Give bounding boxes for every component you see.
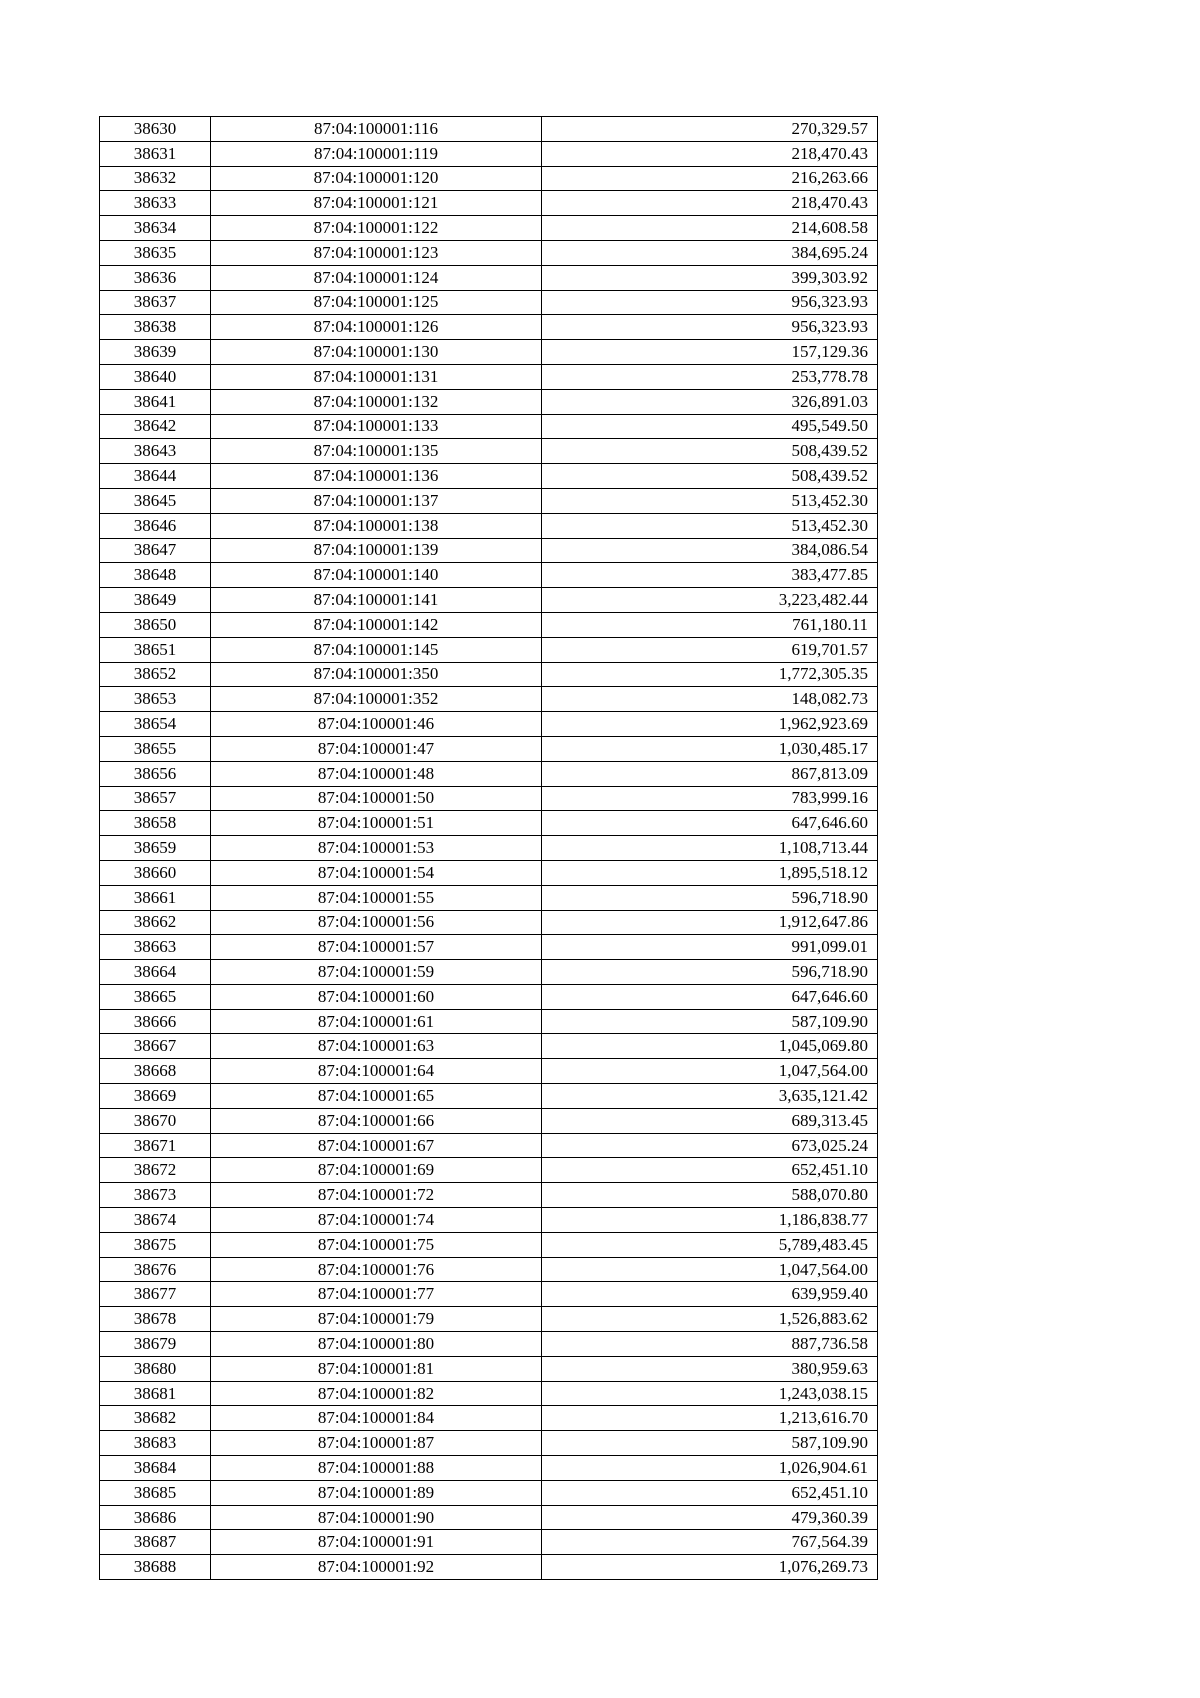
row-number-cell: 38658 [100, 811, 211, 836]
table-row [100, 1009, 878, 1034]
value-cell: 380,959.63 [542, 1356, 878, 1381]
cadastral-number-cell: 87:04:100001:80 [211, 1332, 542, 1357]
table-row [100, 464, 878, 489]
table-row [100, 960, 878, 985]
table-row [100, 513, 878, 538]
row-number-cell: 38657 [100, 786, 211, 811]
value-cell: 991,099.01 [542, 935, 878, 960]
cadastral-number-cell: 87:04:100001:88 [211, 1456, 542, 1481]
value-cell: 253,778.78 [542, 364, 878, 389]
value-cell: 384,086.54 [542, 538, 878, 563]
table-row [100, 1282, 878, 1307]
cadastral-number-cell: 87:04:100001:69 [211, 1158, 542, 1183]
row-number-cell: 38635 [100, 240, 211, 265]
table-row [100, 935, 878, 960]
row-number-cell: 38654 [100, 712, 211, 737]
cadastral-number-cell: 87:04:100001:352 [211, 687, 542, 712]
row-number-cell: 38686 [100, 1505, 211, 1530]
row-number-cell: 38665 [100, 984, 211, 1009]
value-cell: 1,026,904.61 [542, 1456, 878, 1481]
value-cell: 3,635,121.42 [542, 1084, 878, 1109]
value-cell: 1,962,923.69 [542, 712, 878, 737]
cadastral-number-cell: 87:04:100001:133 [211, 414, 542, 439]
cadastral-number-cell: 87:04:100001:67 [211, 1133, 542, 1158]
row-number-cell: 38684 [100, 1456, 211, 1481]
value-cell: 1,895,518.12 [542, 860, 878, 885]
value-cell: 384,695.24 [542, 240, 878, 265]
table-row [100, 836, 878, 861]
table-row [100, 1183, 878, 1208]
table-row [100, 1505, 878, 1530]
value-cell: 218,470.43 [542, 191, 878, 216]
table-row [100, 1059, 878, 1084]
value-cell: 588,070.80 [542, 1183, 878, 1208]
cadastral-number-cell: 87:04:100001:90 [211, 1505, 542, 1530]
row-number-cell: 38676 [100, 1257, 211, 1282]
cadastral-number-cell: 87:04:100001:141 [211, 588, 542, 613]
table-row [100, 860, 878, 885]
row-number-cell: 38666 [100, 1009, 211, 1034]
cadastral-number-cell: 87:04:100001:57 [211, 935, 542, 960]
row-number-cell: 38669 [100, 1084, 211, 1109]
table-row [100, 216, 878, 241]
cadastral-number-cell: 87:04:100001:139 [211, 538, 542, 563]
row-number-cell: 38663 [100, 935, 211, 960]
value-cell: 1,047,564.00 [542, 1257, 878, 1282]
row-number-cell: 38655 [100, 736, 211, 761]
value-cell: 596,718.90 [542, 960, 878, 985]
value-cell: 783,999.16 [542, 786, 878, 811]
value-cell: 508,439.52 [542, 439, 878, 464]
table-row [100, 563, 878, 588]
table-row [100, 1530, 878, 1555]
cadastral-number-cell: 87:04:100001:121 [211, 191, 542, 216]
cadastral-number-cell: 87:04:100001:89 [211, 1480, 542, 1505]
row-number-cell: 38636 [100, 265, 211, 290]
row-number-cell: 38671 [100, 1133, 211, 1158]
cadastral-number-cell: 87:04:100001:116 [211, 117, 542, 142]
cadastral-number-cell: 87:04:100001:142 [211, 612, 542, 637]
row-number-cell: 38638 [100, 315, 211, 340]
table-row [100, 1480, 878, 1505]
row-number-cell: 38659 [100, 836, 211, 861]
row-number-cell: 38634 [100, 216, 211, 241]
table-row [100, 1084, 878, 1109]
cadastral-number-cell: 87:04:100001:81 [211, 1356, 542, 1381]
table-row [100, 290, 878, 315]
cadastral-number-cell: 87:04:100001:60 [211, 984, 542, 1009]
cadastral-number-cell: 87:04:100001:124 [211, 265, 542, 290]
row-number-cell: 38682 [100, 1406, 211, 1431]
row-number-cell: 38644 [100, 464, 211, 489]
value-cell: 218,470.43 [542, 141, 878, 166]
value-cell: 1,526,883.62 [542, 1307, 878, 1332]
row-number-cell: 38633 [100, 191, 211, 216]
value-cell: 3,223,482.44 [542, 588, 878, 613]
value-cell: 1,045,069.80 [542, 1034, 878, 1059]
cadastral-number-cell: 87:04:100001:48 [211, 761, 542, 786]
row-number-cell: 38649 [100, 588, 211, 613]
row-number-cell: 38630 [100, 117, 211, 142]
value-cell: 767,564.39 [542, 1530, 878, 1555]
value-cell: 647,646.60 [542, 811, 878, 836]
table-row [100, 588, 878, 613]
cadastral-number-cell: 87:04:100001:47 [211, 736, 542, 761]
table-row [100, 786, 878, 811]
value-cell: 1,030,485.17 [542, 736, 878, 761]
value-cell: 1,108,713.44 [542, 836, 878, 861]
value-cell: 867,813.09 [542, 761, 878, 786]
row-number-cell: 38672 [100, 1158, 211, 1183]
value-cell: 689,313.45 [542, 1108, 878, 1133]
table-row [100, 1133, 878, 1158]
row-number-cell: 38631 [100, 141, 211, 166]
table-row [100, 1406, 878, 1431]
table-row [100, 1232, 878, 1257]
cadastral-number-cell: 87:04:100001:131 [211, 364, 542, 389]
value-cell: 761,180.11 [542, 612, 878, 637]
cadastral-number-cell: 87:04:100001:55 [211, 885, 542, 910]
cadastral-number-cell: 87:04:100001:119 [211, 141, 542, 166]
value-cell: 587,109.90 [542, 1431, 878, 1456]
value-cell: 508,439.52 [542, 464, 878, 489]
data-table [99, 116, 878, 1580]
value-cell: 673,025.24 [542, 1133, 878, 1158]
row-number-cell: 38643 [100, 439, 211, 464]
cadastral-number-cell: 87:04:100001:350 [211, 662, 542, 687]
cadastral-number-cell: 87:04:100001:63 [211, 1034, 542, 1059]
value-cell: 1,243,038.15 [542, 1381, 878, 1406]
value-cell: 1,772,305.35 [542, 662, 878, 687]
row-number-cell: 38679 [100, 1332, 211, 1357]
cadastral-number-cell: 87:04:100001:72 [211, 1183, 542, 1208]
row-number-cell: 38685 [100, 1480, 211, 1505]
row-number-cell: 38677 [100, 1282, 211, 1307]
table-row [100, 389, 878, 414]
cadastral-number-cell: 87:04:100001:75 [211, 1232, 542, 1257]
value-cell: 1,912,647.86 [542, 910, 878, 935]
table-row [100, 364, 878, 389]
cadastral-number-cell: 87:04:100001:140 [211, 563, 542, 588]
row-number-cell: 38641 [100, 389, 211, 414]
table-row [100, 612, 878, 637]
value-cell: 956,323.93 [542, 290, 878, 315]
table-row [100, 662, 878, 687]
table-row [100, 1208, 878, 1233]
row-number-cell: 38680 [100, 1356, 211, 1381]
table-row [100, 811, 878, 836]
row-number-cell: 38670 [100, 1108, 211, 1133]
row-number-cell: 38661 [100, 885, 211, 910]
value-cell: 5,789,483.45 [542, 1232, 878, 1257]
table-row [100, 984, 878, 1009]
cadastral-number-cell: 87:04:100001:66 [211, 1108, 542, 1133]
value-cell: 587,109.90 [542, 1009, 878, 1034]
row-number-cell: 38673 [100, 1183, 211, 1208]
table-row [100, 1108, 878, 1133]
row-number-cell: 38667 [100, 1034, 211, 1059]
value-cell: 596,718.90 [542, 885, 878, 910]
value-cell: 214,608.58 [542, 216, 878, 241]
value-cell: 1,213,616.70 [542, 1406, 878, 1431]
table-row [100, 191, 878, 216]
value-cell: 383,477.85 [542, 563, 878, 588]
table-body [100, 117, 878, 1580]
table-row [100, 687, 878, 712]
cadastral-number-cell: 87:04:100001:76 [211, 1257, 542, 1282]
cadastral-number-cell: 87:04:100001:74 [211, 1208, 542, 1233]
cadastral-number-cell: 87:04:100001:79 [211, 1307, 542, 1332]
cadastral-number-cell: 87:04:100001:126 [211, 315, 542, 340]
row-number-cell: 38640 [100, 364, 211, 389]
table-row [100, 1356, 878, 1381]
value-cell: 513,452.30 [542, 513, 878, 538]
table-row [100, 488, 878, 513]
row-number-cell: 38650 [100, 612, 211, 637]
row-number-cell: 38660 [100, 860, 211, 885]
row-number-cell: 38651 [100, 637, 211, 662]
cadastral-number-cell: 87:04:100001:122 [211, 216, 542, 241]
row-number-cell: 38662 [100, 910, 211, 935]
table-row [100, 1158, 878, 1183]
table-row [100, 1307, 878, 1332]
cadastral-number-cell: 87:04:100001:136 [211, 464, 542, 489]
row-number-cell: 38678 [100, 1307, 211, 1332]
table-row [100, 439, 878, 464]
table-row [100, 736, 878, 761]
row-number-cell: 38681 [100, 1381, 211, 1406]
cadastral-number-cell: 87:04:100001:59 [211, 960, 542, 985]
cadastral-number-cell: 87:04:100001:65 [211, 1084, 542, 1109]
value-cell: 148,082.73 [542, 687, 878, 712]
table-row [100, 1381, 878, 1406]
table-row [100, 340, 878, 365]
table-row [100, 1332, 878, 1357]
value-cell: 647,646.60 [542, 984, 878, 1009]
table-row [100, 240, 878, 265]
value-cell: 513,452.30 [542, 488, 878, 513]
cadastral-number-cell: 87:04:100001:77 [211, 1282, 542, 1307]
row-number-cell: 38664 [100, 960, 211, 985]
table-row [100, 265, 878, 290]
value-cell: 270,329.57 [542, 117, 878, 142]
row-number-cell: 38647 [100, 538, 211, 563]
cadastral-number-cell: 87:04:100001:51 [211, 811, 542, 836]
cadastral-number-cell: 87:04:100001:125 [211, 290, 542, 315]
row-number-cell: 38688 [100, 1555, 211, 1580]
cadastral-number-cell: 87:04:100001:53 [211, 836, 542, 861]
value-cell: 652,451.10 [542, 1158, 878, 1183]
cadastral-number-cell: 87:04:100001:46 [211, 712, 542, 737]
cadastral-number-cell: 87:04:100001:138 [211, 513, 542, 538]
table-row [100, 910, 878, 935]
value-cell: 326,891.03 [542, 389, 878, 414]
cadastral-number-cell: 87:04:100001:145 [211, 637, 542, 662]
value-cell: 619,701.57 [542, 637, 878, 662]
row-number-cell: 38646 [100, 513, 211, 538]
value-cell: 479,360.39 [542, 1505, 878, 1530]
cadastral-number-cell: 87:04:100001:120 [211, 166, 542, 191]
cadastral-number-cell: 87:04:100001:64 [211, 1059, 542, 1084]
value-cell: 639,959.40 [542, 1282, 878, 1307]
table-row [100, 166, 878, 191]
cadastral-number-cell: 87:04:100001:50 [211, 786, 542, 811]
row-number-cell: 38656 [100, 761, 211, 786]
row-number-cell: 38648 [100, 563, 211, 588]
value-cell: 216,263.66 [542, 166, 878, 191]
cadastral-number-cell: 87:04:100001:56 [211, 910, 542, 935]
row-number-cell: 38652 [100, 662, 211, 687]
row-number-cell: 38642 [100, 414, 211, 439]
value-cell: 887,736.58 [542, 1332, 878, 1357]
table-row [100, 712, 878, 737]
cadastral-number-cell: 87:04:100001:84 [211, 1406, 542, 1431]
table-row [100, 1257, 878, 1282]
cadastral-number-cell: 87:04:100001:91 [211, 1530, 542, 1555]
cadastral-number-cell: 87:04:100001:132 [211, 389, 542, 414]
cadastral-number-cell: 87:04:100001:137 [211, 488, 542, 513]
cadastral-number-cell: 87:04:100001:130 [211, 340, 542, 365]
table-row [100, 637, 878, 662]
cadastral-number-cell: 87:04:100001:92 [211, 1555, 542, 1580]
row-number-cell: 38668 [100, 1059, 211, 1084]
row-number-cell: 38687 [100, 1530, 211, 1555]
value-cell: 652,451.10 [542, 1480, 878, 1505]
row-number-cell: 38637 [100, 290, 211, 315]
row-number-cell: 38645 [100, 488, 211, 513]
table-row [100, 1456, 878, 1481]
table-row [100, 538, 878, 563]
cadastral-number-cell: 87:04:100001:54 [211, 860, 542, 885]
row-number-cell: 38674 [100, 1208, 211, 1233]
cadastral-number-cell: 87:04:100001:87 [211, 1431, 542, 1456]
value-cell: 1,186,838.77 [542, 1208, 878, 1233]
cadastral-number-cell: 87:04:100001:123 [211, 240, 542, 265]
table-row [100, 315, 878, 340]
cadastral-number-cell: 87:04:100001:135 [211, 439, 542, 464]
value-cell: 495,549.50 [542, 414, 878, 439]
value-cell: 1,047,564.00 [542, 1059, 878, 1084]
table-row [100, 117, 878, 142]
row-number-cell: 38639 [100, 340, 211, 365]
value-cell: 956,323.93 [542, 315, 878, 340]
table-row [100, 761, 878, 786]
row-number-cell: 38653 [100, 687, 211, 712]
cadastral-number-cell: 87:04:100001:82 [211, 1381, 542, 1406]
value-cell: 1,076,269.73 [542, 1555, 878, 1580]
table-row [100, 1555, 878, 1580]
row-number-cell: 38675 [100, 1232, 211, 1257]
table-row [100, 1431, 878, 1456]
value-cell: 399,303.92 [542, 265, 878, 290]
table-row [100, 141, 878, 166]
row-number-cell: 38683 [100, 1431, 211, 1456]
row-number-cell: 38632 [100, 166, 211, 191]
cadastral-number-cell: 87:04:100001:61 [211, 1009, 542, 1034]
table-row [100, 1034, 878, 1059]
table-row [100, 414, 878, 439]
table-row [100, 885, 878, 910]
value-cell: 157,129.36 [542, 340, 878, 365]
